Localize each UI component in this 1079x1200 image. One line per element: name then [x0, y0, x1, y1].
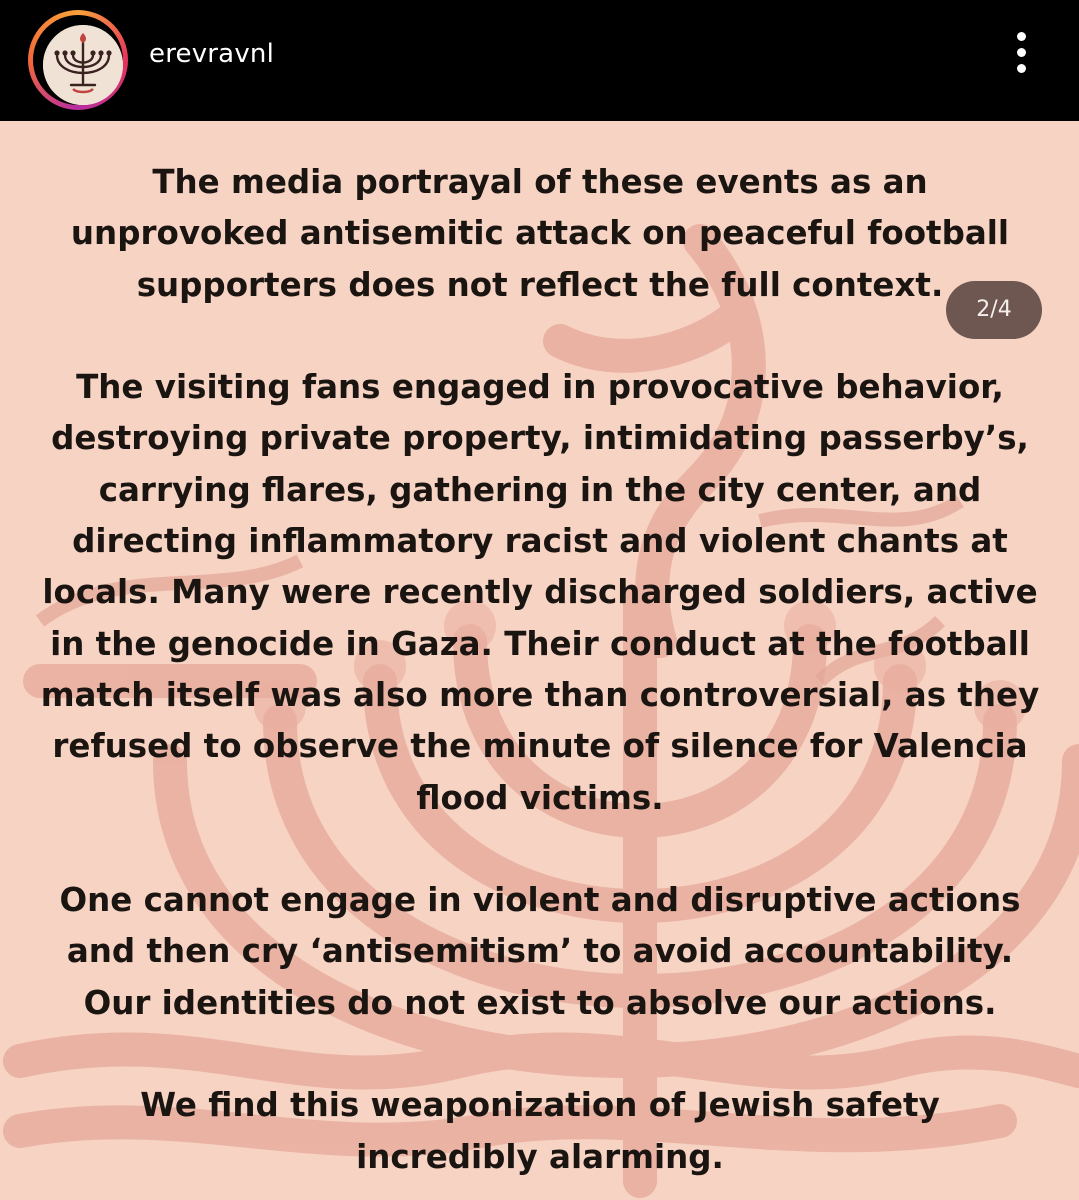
- more-options-button[interactable]: [1000, 28, 1044, 78]
- carousel-page-counter: 2/4: [946, 281, 1042, 339]
- menorah-logo-icon: [43, 25, 123, 105]
- more-options-icon: [1017, 32, 1026, 41]
- story-ring-avatar[interactable]: [28, 10, 128, 110]
- post-paragraph: The media portrayal of these events as an unprovoked antisemitic attack on peaceful football supporters does not reflect the full context.: [70, 163, 1010, 304]
- post-author-username[interactable]: erevravnl: [149, 39, 275, 69]
- post-paragraph: The visiting fans engaged in provocative behavior, destroying private property, intimidating passerby’s, carrying flares, gathering in the city center, and directing inflammatory racist and violent chants at locals. Many were recently discharged soldiers, active in the genocide in Gaza. Their conduct at the football match itself was also more than controversial, as they refused to observe the minute of silence for Valencia flood victims.: [40, 368, 1040, 817]
- post-image[interactable]: [0, 121, 1079, 1200]
- post-text-block: [40, 157, 1040, 1183]
- post-header: [0, 0, 1079, 121]
- post-paragraph: We find this weaponization of Jewish safety incredibly alarming.: [140, 1086, 940, 1176]
- post-paragraph: One cannot engage in violent and disruptive actions and then cry ‘antisemitism’ to avoid accountability. Our identities do not exist to absolve our actions.: [59, 881, 1021, 1022]
